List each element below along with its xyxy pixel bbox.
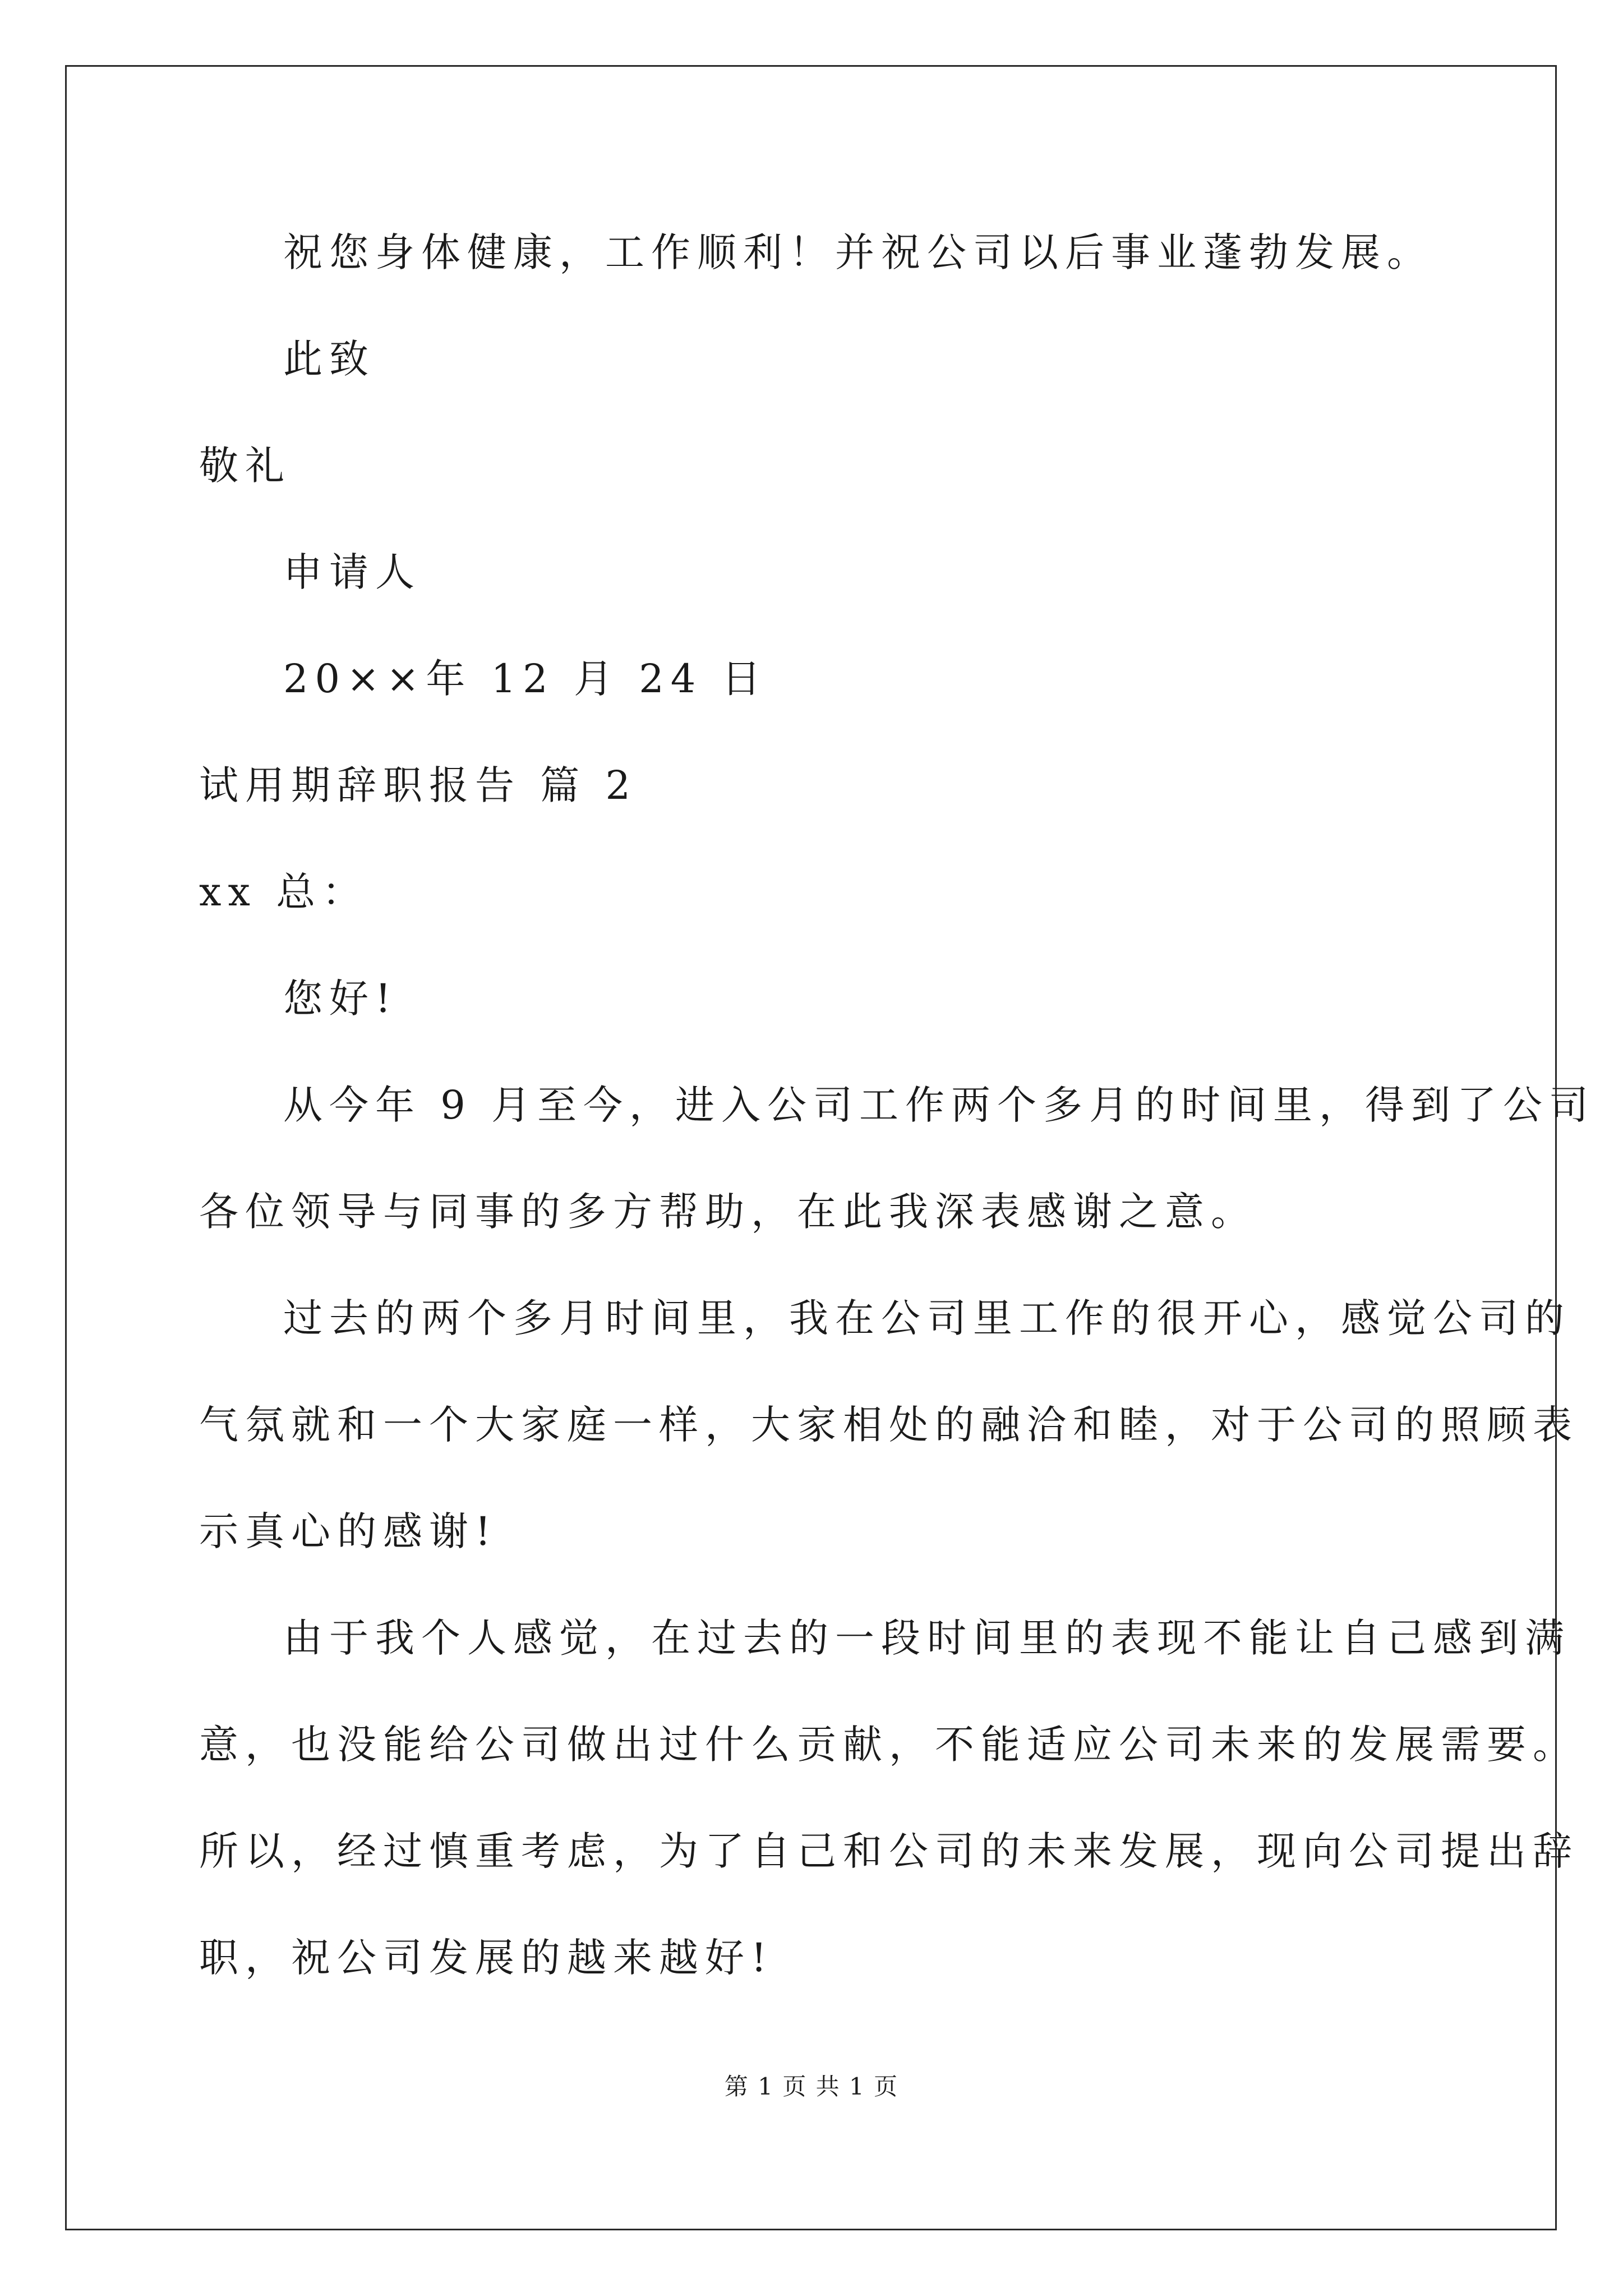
paragraph-3-line-3: 所以，经过慎重考虑，为了自己和公司的未来发展，现向公司提出辞 — [199, 1828, 1579, 1874]
salutation-cizhi: 此致 — [283, 336, 375, 382]
page-border — [65, 65, 1557, 2230]
applicant-label: 申请人 — [283, 549, 421, 595]
paragraph-3-line-2: 意，也没能给公司做出过什么贡献，不能适应公司未来的发展需要。 — [199, 1722, 1579, 1768]
closing-wish: 祝您身体健康，工作顺利！并祝公司以后事业蓬勃发展。 — [283, 229, 1433, 275]
paragraph-2-line-3: 示真心的感谢! — [199, 1508, 498, 1554]
paragraph-2-line-1: 过去的两个多月时间里，我在公司里工作的很开心，感觉公司的 — [283, 1295, 1571, 1341]
salutation-jingli: 敬礼 — [199, 443, 291, 489]
paragraph-2-line-2: 气氛就和一个大家庭一样，大家相处的融洽和睦，对于公司的照顾表 — [199, 1402, 1579, 1448]
paragraph-1-line-1: 从今年 9 月至今，进入公司工作两个多月的时间里，得到了公司 — [283, 1082, 1596, 1128]
paragraph-1-line-2: 各位领导与同事的多方帮助，在此我深表感谢之意。 — [199, 1189, 1257, 1235]
page-footer: 第 1 页 共 1 页 — [724, 2073, 899, 2100]
recipient-line: xx 总： — [199, 869, 368, 915]
date-line: 20××年 12 月 24 日 — [283, 656, 768, 702]
paragraph-3-line-4: 职，祝公司发展的越来越好! — [199, 1935, 774, 1981]
greeting-line: 您好! — [283, 976, 398, 1022]
paragraph-3-line-1: 由于我个人感觉，在过去的一段时间里的表现不能让自己感到满 — [283, 1615, 1571, 1661]
section-heading: 试用期辞职报告 篇 2 — [199, 762, 638, 808]
